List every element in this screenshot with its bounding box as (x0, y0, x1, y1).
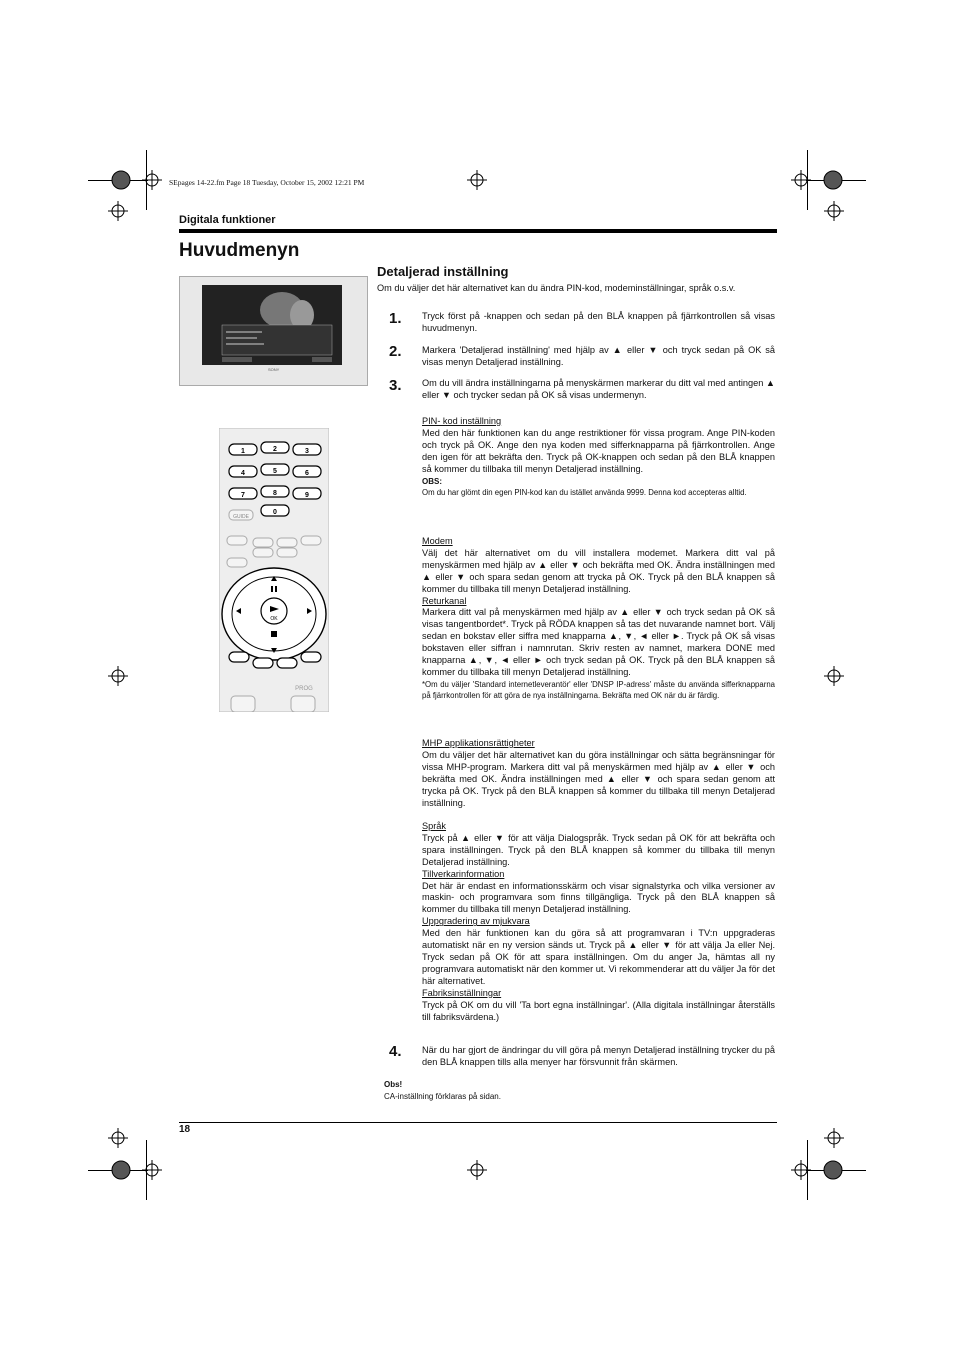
top-rule (179, 229, 777, 233)
sprak-section (422, 821, 775, 1023)
pin-obs-text: Om du har glömt din egen PIN-kod kan du istället använda 9999. Denna kod accepteras alltid. (422, 488, 747, 498)
remote-key-7: 7 (241, 492, 245, 499)
footer-obs-label: Obs! (384, 1080, 403, 1089)
footer-obs-text: CA-inställning förklaras på sidan. (384, 1092, 501, 1101)
tv-screen (202, 285, 342, 365)
footer-note (384, 1080, 501, 1101)
remote-key-9: 9 (305, 492, 309, 499)
step-number: 4. (389, 1043, 402, 1060)
tv-illustration (179, 276, 368, 386)
returkanal-heading: Returkanal (422, 595, 467, 606)
print-info: SEpages 14-22.fm Page 18 Tuesday, October 15, 2002 12:21 PM (169, 178, 365, 187)
tv-brand: SONY (268, 367, 280, 372)
remote-ok-label: OK (270, 616, 278, 622)
page-number: 18 (179, 1124, 191, 1135)
remote-prog-label: PROG (295, 686, 313, 692)
page-title: Huvudmenyn (179, 240, 300, 261)
remote-key-3: 3 (305, 448, 309, 455)
pin-obs-label: OBS: (422, 476, 442, 486)
returkanal-body: Markera ditt val på menyskärmen med hjälp av ▲ eller ▼ och tryck sedan på OK så visas tangentbordet*. Tryck på RÖDA knappen så tas det nuvarande namnet bort. Välj sedan en bokstav eller siffra med knapparna ▲, ▼, ◄ eller ►. Tryck på OK så visas bokstaven eller siffran i namnrutan. Skriv resten av namnet, markera DONE med knapparna ▲, ▼, ◄ eller ► och tryck sedan på OK. Tryck på den BLÅ knappen så kommer du tillbaka till menyn Detaljerad inställning. (422, 607, 775, 677)
subheading: Detaljerad inställning (377, 264, 509, 279)
step-number: 3. (389, 377, 402, 394)
remote-key-5: 5 (273, 468, 277, 475)
fabrik-body: Tryck på OK om du vill 'Ta bort egna inställningar'. (Alla digitala inställningar återställs till fabriksvärdena.) (422, 999, 775, 1022)
sprak-heading: Språk (422, 821, 447, 831)
step-number: 2. (389, 343, 402, 360)
sprak-body: Tryck på ▲ eller ▼ för att välja Dialogspråk. Tryck sedan på OK för att bekräfta och spara inställningen. Tryck på den BLÅ knappen så kommer du tillbaka till menyn Detaljerad inställning. (422, 832, 775, 867)
modem-heading: Modem (422, 536, 453, 546)
bottom-rule (179, 1122, 777, 1123)
remote-key-1: 1 (241, 448, 245, 455)
pin-section (422, 416, 775, 499)
mhp-section (422, 738, 775, 809)
pin-body: Med den här funktionen kan du ange restriktioner för vissa program. Ange PIN-koden och tryck på OK. Ange den nya koden med sifferknapparna på fjärrkontrollen. Ange den igen för att bekräfta den. Tryck på OK-knappen och sedan på den BLÅ knappen så kommer du tillbaka till menyn Detaljerad inställning. (422, 427, 775, 474)
remote-key-6: 6 (305, 470, 309, 477)
uppgradering-heading: Uppgradering av mjukvara (422, 916, 530, 927)
returkanal-note: *Om du väljer 'Standard internetleverantör' eller 'DNSP IP-adress' måste du använda sifferknapparna på fjärrkontrollen för att göra de nya inställningarna. Bekräfta med OK när du är färdig. (422, 679, 775, 701)
modem-body: Välj det här alternativet om du vill installera modemet. Markera ditt val på menyskärmen med hjälp av ▲ eller ▼ och bekräfta med OK. Ändra inställningen med ▲ eller ▼ och spara sedan genom att trycka på OK. Tryck på den BLÅ knappen så kommer du tillbaka till menyn Detaljerad inställning. (422, 547, 775, 594)
step-text: Markera 'Detaljerad inställning' med hjälp av ▲ eller ▼ och tryck sedan på OK så visas menyn Detaljerad inställning. (422, 345, 775, 367)
mhp-heading: MHP applikationsrättigheter (422, 738, 535, 748)
step-text: Tryck först på -knappen och sedan på den BLÅ knappen på fjärrkontrollen så visas huvudmenyn. (422, 311, 775, 333)
pin-heading: PIN- kod inställning (422, 416, 502, 426)
remote-control-illustration (219, 428, 329, 712)
remote-key-2: 2 (273, 446, 277, 453)
intro-text: Om du väljer det här alternativet kan du ändra PIN-kod, modeminställningar, språk o.s.v. (377, 283, 736, 293)
remote-key-0: 0 (273, 509, 277, 516)
remote-key-4: 4 (241, 470, 245, 477)
remote-guide-label: GUIDE (233, 514, 249, 520)
tv-menu-screenshot (202, 285, 342, 365)
step-text: Om du vill ändra inställningarna på menyskärmen markerar du ditt val med antingen ▲ eller ▼ och trycker sedan på OK så visas undermenyn. (422, 378, 775, 400)
mhp-body: Om du väljer det här alternativet kan du göra inställningar och sätta begränsningar för vissa MHP-program. Markera ditt val på menyskärmen med hjälp av ▲ eller ▼ och bekräfta med OK. Ändra inställningen med ▲ eller ▼ och spara sedan genom att trycka på OK. Tryck på den BLÅ knappen så kommer du tillbaka till menyn Detaljerad inställning. (422, 749, 775, 808)
step-number: 1. (389, 310, 402, 327)
tillverkar-heading: Tillverkarinformation (422, 868, 505, 879)
remote-key-8: 8 (273, 490, 277, 497)
step-text: När du har gjort de ändringar du vill göra på menyn Detaljerad inställning trycker du på den BLÅ knappen tills alla menyer har försvunnit från skärmen. (422, 1045, 775, 1067)
uppgradering-body: Med den här funktionen kan du göra så att programvaran i TV:n uppgraderas automatiskt när en ny version sänds ut. Tryck på ▲ eller ▼ för att välja Ja eller Nej. Tryck sedan på OK för att spara inställningen. Om du anger Ja, hämtas all ny programvara automatiskt när den kommer ut. Vi rekommenderar att du väljer Ja för det här alternativet. (422, 928, 775, 986)
tillverkar-body: Det här är endast en informationsskärm och visar signalstyrka och vilka versioner av maskin- och programvara som finns tillgängliga. Tryck på den BLÅ knappen så kommer du tillbaka till menyn Detaljerad inställning. (422, 880, 775, 915)
fabrik-heading: Fabriksinställningar (422, 987, 502, 998)
section-label: Digitala funktioner (179, 214, 276, 226)
modem-section (422, 536, 775, 702)
